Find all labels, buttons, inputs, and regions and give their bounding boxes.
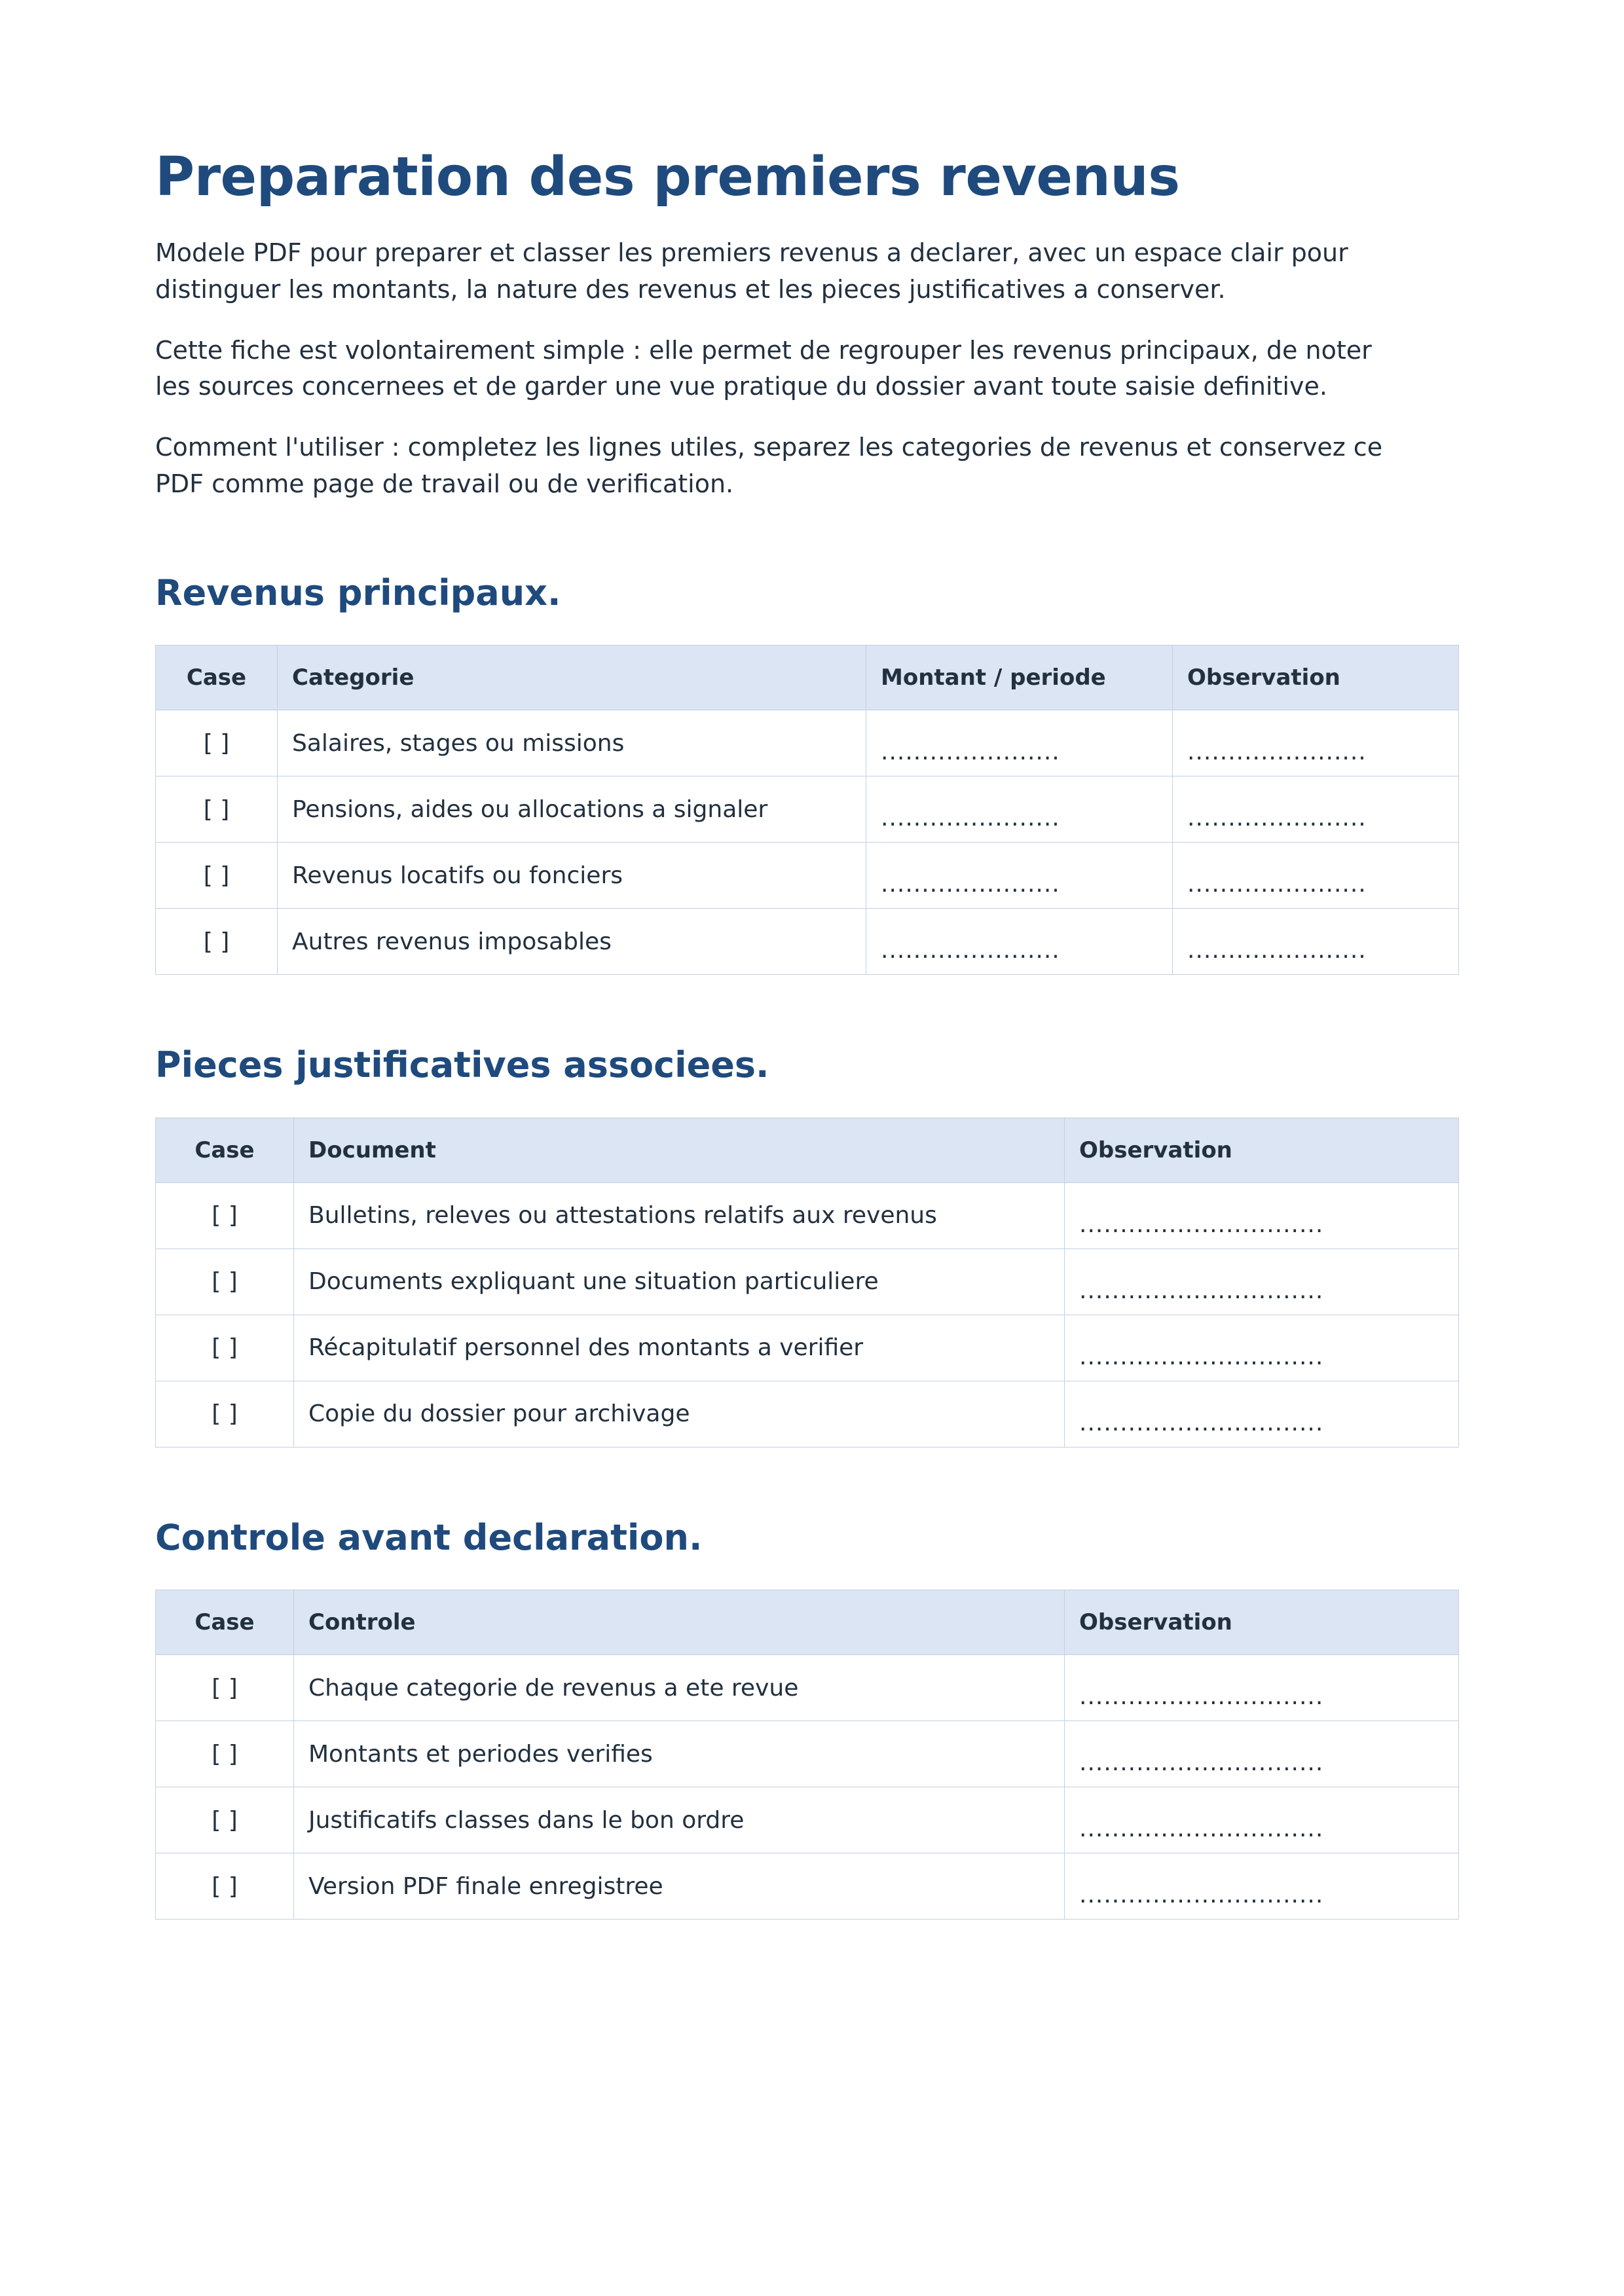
table-header-row [156, 646, 1459, 710]
intro-paragraph-1: Modele PDF pour preparer et classer les premiers revenus a declarer, avec un espace clair pour distinguer les montants, la nature des revenus et les pieces justificatives a conserver. [155, 238, 1348, 304]
table-controle-avant-declaration [155, 1590, 1459, 1920]
checkbox-cell[interactable]: [ ] [156, 1721, 294, 1787]
montant-field[interactable] [866, 909, 1173, 975]
document-label: Bulletins, releves ou attestations relatifs aux revenus [294, 1182, 1065, 1248]
dotted-line: ...................... [1187, 937, 1367, 964]
table-header-row [156, 1590, 1459, 1655]
dotted-line: ...................... [881, 805, 1060, 832]
dotted-line: ...................... [1187, 871, 1367, 898]
observation-field[interactable] [1173, 843, 1459, 909]
montant-field[interactable] [866, 843, 1173, 909]
observation-field[interactable] [1065, 1787, 1459, 1853]
observation-field[interactable] [1065, 1315, 1459, 1381]
dotted-line: ...................... [881, 937, 1060, 964]
table-row [156, 710, 1459, 776]
checkbox-cell[interactable]: [ ] [156, 1655, 294, 1721]
observation-field[interactable] [1173, 776, 1459, 843]
table-row [156, 909, 1459, 975]
dotted-line: ...................... [1187, 805, 1367, 832]
column-header-categorie: Categorie [278, 646, 866, 710]
dotted-line: .............................. [1079, 1211, 1324, 1238]
category-label: Salaires, stages ou missions [278, 710, 866, 776]
observation-field[interactable] [1065, 1721, 1459, 1787]
column-header-case: Case [156, 1590, 294, 1655]
document-content [155, 0, 1458, 1920]
category-label: Autres revenus imposables [278, 909, 866, 975]
checkbox-cell[interactable]: [ ] [156, 909, 278, 975]
dotted-line: .............................. [1079, 1815, 1324, 1843]
column-header-case: Case [156, 646, 278, 710]
dotted-line: .............................. [1079, 1683, 1324, 1711]
checkbox-cell[interactable]: [ ] [156, 843, 278, 909]
controle-label: Version PDF finale enregistree [294, 1853, 1065, 1920]
category-label: Pensions, aides ou allocations a signaler [278, 776, 866, 843]
section-heading-controle-avant-declaration: Controle avant declaration. [155, 1516, 703, 1558]
dotted-line: ...................... [881, 871, 1060, 898]
table-row [156, 1182, 1459, 1248]
page-title: Preparation des premiers revenus [155, 146, 1180, 208]
section-heading-revenus-principaux: Revenus principaux. [155, 572, 561, 614]
dotted-line: .............................. [1079, 1277, 1324, 1304]
column-header-case: Case [156, 1118, 294, 1182]
checkbox-cell[interactable]: [ ] [156, 1315, 294, 1381]
dotted-line: .............................. [1079, 1882, 1324, 1909]
checkbox-cell[interactable]: [ ] [156, 1853, 294, 1920]
table-row [156, 1787, 1459, 1853]
table-row [156, 1853, 1459, 1920]
column-header-document: Document [294, 1118, 1065, 1182]
dotted-line: ...................... [1187, 738, 1367, 766]
checkbox-cell[interactable]: [ ] [156, 776, 278, 843]
document-label: Documents expliquant une situation particuliere [294, 1248, 1065, 1315]
checkbox-cell[interactable]: [ ] [156, 1248, 294, 1315]
column-header-observation: Observation [1173, 646, 1459, 710]
table-row [156, 776, 1459, 843]
checkbox-cell[interactable]: [ ] [156, 710, 278, 776]
column-header-montant-periode: Montant / periode [866, 646, 1173, 710]
observation-field[interactable] [1065, 1381, 1459, 1447]
observation-field[interactable] [1065, 1655, 1459, 1721]
observation-field[interactable] [1065, 1853, 1459, 1920]
controle-label: Montants et periodes verifies [294, 1721, 1065, 1787]
controle-label: Justificatifs classes dans le bon ordre [294, 1787, 1065, 1853]
observation-field[interactable] [1173, 909, 1459, 975]
column-header-controle: Controle [294, 1590, 1065, 1655]
document-label: Récapitulatif personnel des montants a verifier [294, 1315, 1065, 1381]
column-header-observation: Observation [1065, 1590, 1459, 1655]
checkbox-cell[interactable]: [ ] [156, 1182, 294, 1248]
observation-field[interactable] [1065, 1182, 1459, 1248]
table-row [156, 1721, 1459, 1787]
table-row [156, 1248, 1459, 1315]
observation-field[interactable] [1065, 1248, 1459, 1315]
table-pieces-justificatives [155, 1118, 1459, 1448]
dotted-line: .............................. [1079, 1409, 1324, 1436]
intro-paragraph-2: Cette fiche est volontairement simple : elle permet de regrouper les revenus principaux, de noter les sources concernees et de garder une vue pratique du dossier avant toute saisie definitive. [155, 335, 1372, 401]
category-label: Revenus locatifs ou fonciers [278, 843, 866, 909]
checkbox-cell[interactable]: [ ] [156, 1381, 294, 1447]
montant-field[interactable] [866, 776, 1173, 843]
dotted-line: .............................. [1079, 1749, 1324, 1777]
montant-field[interactable] [866, 710, 1173, 776]
table-header-row [156, 1118, 1459, 1182]
intro-paragraph-3: Comment l'utiliser : completez les lignes utiles, separez les categories de revenus et conservez ce PDF comme page de travail ou de verification. [155, 433, 1383, 499]
checkbox-cell[interactable]: [ ] [156, 1787, 294, 1853]
dotted-line: ...................... [881, 738, 1060, 766]
document-label: Copie du dossier pour archivage [294, 1381, 1065, 1447]
table-row [156, 1381, 1459, 1447]
table-revenus-principaux [155, 645, 1459, 975]
observation-field[interactable] [1173, 710, 1459, 776]
section-heading-pieces-justificatives: Pieces justificatives associees. [155, 1044, 769, 1086]
dotted-line: .............................. [1079, 1343, 1324, 1370]
controle-label: Chaque categorie de revenus a ete revue [294, 1655, 1065, 1721]
column-header-observation: Observation [1065, 1118, 1459, 1182]
table-row [156, 1655, 1459, 1721]
table-row [156, 1315, 1459, 1381]
table-row [156, 843, 1459, 909]
